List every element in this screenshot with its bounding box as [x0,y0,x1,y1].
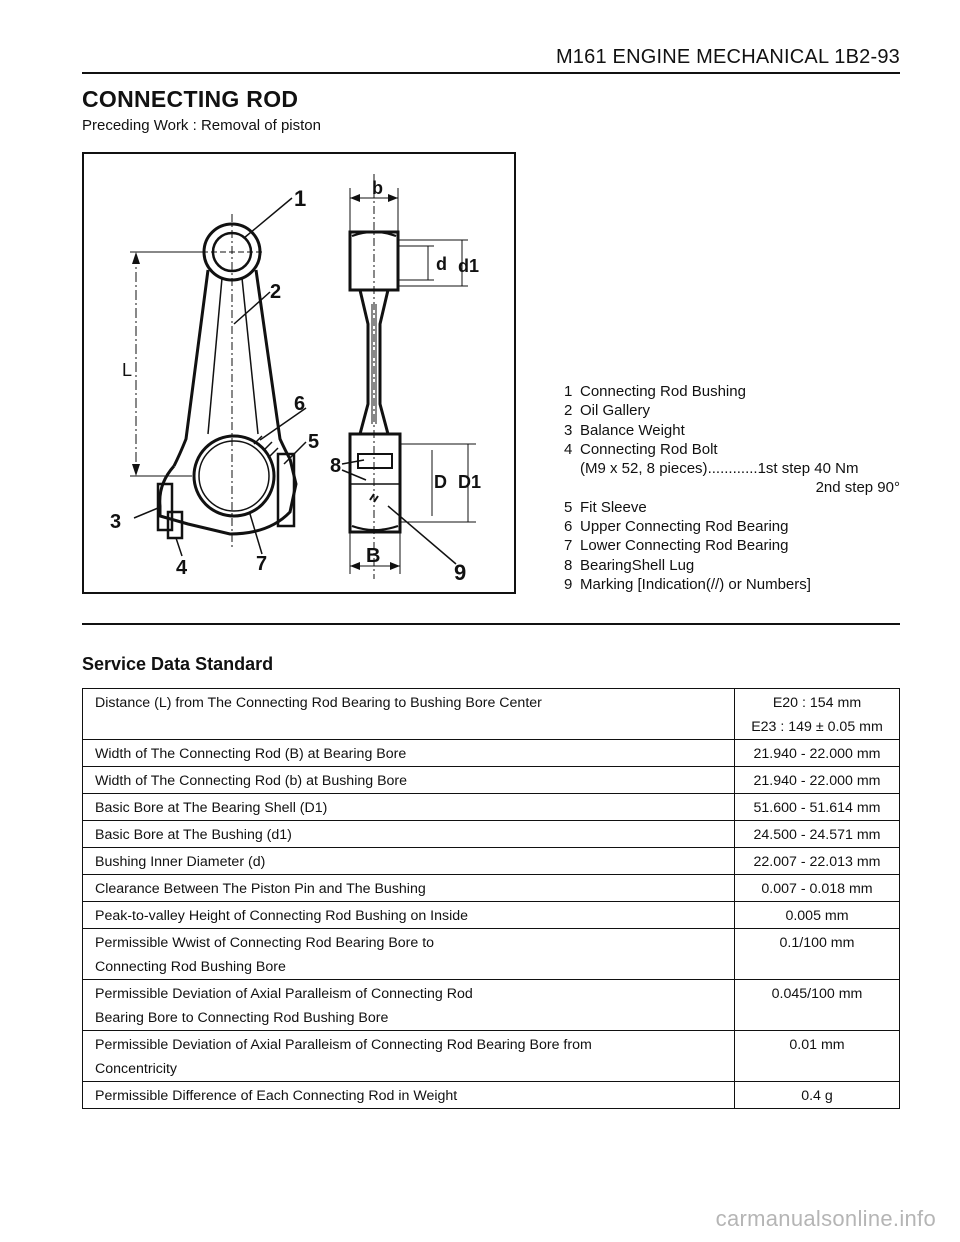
preceding-work: Preceding Work : Removal of piston [82,117,321,134]
label-6: 6 [294,393,306,415]
legend-item: 1 Connecting Rod Bushing [564,383,746,400]
spec-value: 0.01 mm [735,1031,900,1082]
label-L: L [122,360,133,380]
bolt-torque-spec: (M9 x 52, 8 pieces) ............ 1st step 40 Nm [580,460,859,478]
spec-value: 21.940 - 22.000 mm [735,767,900,794]
bolt-torque-step2: 2nd step 90° [815,479,900,497]
label-3: 3 [110,511,122,533]
label-5: 5 [308,431,320,453]
table-row [83,848,900,875]
spec-value: 51.600 - 51.614 mm [735,794,900,821]
label-2: 2 [270,281,282,303]
legend-item: 2 Oil Gallery [564,402,651,420]
label-d1: d1 [458,256,480,276]
label-b: b [372,178,383,198]
table-row [83,689,900,740]
service-data-table [82,688,900,1109]
shank-left-edge [174,270,208,466]
table-row [83,1031,900,1082]
parts-legend [564,382,900,594]
spec-value: 22.007 - 22.013 mm [735,848,900,875]
spec-label: Basic Bore at The Bushing (d1) [83,821,735,848]
label-8: 8 [330,455,342,477]
connecting-rod-figure [82,152,516,594]
label-D: D [434,472,447,492]
label-9: 9 [454,560,467,585]
spec-label: Width of The Connecting Rod (b) at Bushing Bore [83,767,735,794]
table-row [83,821,900,848]
legend-item: 4 Connecting Rod Bolt [564,440,718,458]
label-B: B [366,545,381,567]
section-title: Service Data Standard [82,654,274,674]
bolt-left [168,512,182,538]
spec-label: Permissible Deviation of Axial Paralleism of Connecting Rod Bearing Bore from Concentricity [83,1031,735,1082]
bearing-shell-lug [358,454,392,468]
spec-label: Bushing Inner Diameter (d) [83,848,735,875]
page-title: CONNECTING ROD [82,86,299,112]
spec-label: Peak-to-valley Height of Connecting Rod Bushing on Inside [83,902,735,929]
table-row [83,767,900,794]
side-big-end [350,434,400,532]
spec-value: 0.4 g [735,1082,900,1109]
legend-item: 8 BearingShell Lug [564,556,695,574]
spec-label: Permissible Wwist of Connecting Rod Bearing Bore to Connecting Rod Bushing Bore [83,929,735,980]
spec-label: Permissible Difference of Each Connecting Rod in Weight [83,1082,735,1109]
table-row [83,740,900,767]
table-row [83,902,900,929]
legend-item: 6 Upper Connecting Rod Bearing [564,518,789,536]
spec-value: 24.500 - 24.571 mm [735,821,900,848]
spec-label: Basic Bore at The Bearing Shell (D1) [83,794,735,821]
big-end-bore [194,436,274,516]
spec-value: 0.007 - 0.018 mm [735,875,900,902]
table-row [83,929,900,980]
label-4: 4 [176,557,188,579]
legend-item: 7 Lower Connecting Rod Bearing [564,537,789,555]
spec-value: 0.1/100 mm [735,929,900,980]
label-d: d [436,254,447,274]
legend-item: 5 Fit Sleeve [564,498,647,516]
spec-value: 0.045/100 mm [735,980,900,1031]
watermark: carmanualsonline.info [715,1206,936,1231]
label-1: 1 [294,186,307,211]
table-row [83,1082,900,1109]
page-header: M161 ENGINE MECHANICAL 1B2-93 [555,46,900,68]
section-rule [82,623,900,625]
big-end-body [160,459,296,534]
spec-value: 0.005 mm [735,902,900,929]
label-7: 7 [256,553,268,575]
spec-label: Clearance Between The Piston Pin and The Bushing [83,875,735,902]
table-row [83,980,900,1031]
spec-label: Permissible Deviation of Axial Paralleism of Connecting Rod Bearing Bore to Connecting Rod Bushing Bore [83,980,735,1031]
spec-label: Distance (L) from The Connecting Rod Bearing to Bushing Bore Center [83,689,735,740]
legend-item: 3 Balance Weight [564,421,685,439]
table-row [83,875,900,902]
spec-value: E20 : 154 mm E23 : 149 ± 0.05 mm [735,689,900,740]
connecting-rod-illustration [84,154,514,592]
spec-label: Width of The Connecting Rod (B) at Bearing Bore [83,740,735,767]
label-D1: D1 [458,472,482,492]
spec-value: 21.940 - 22.000 mm [735,740,900,767]
table-row [83,794,900,821]
legend-item: 9 Marking [Indication(//) or Numbers] [564,575,811,593]
header-rule [82,72,900,74]
